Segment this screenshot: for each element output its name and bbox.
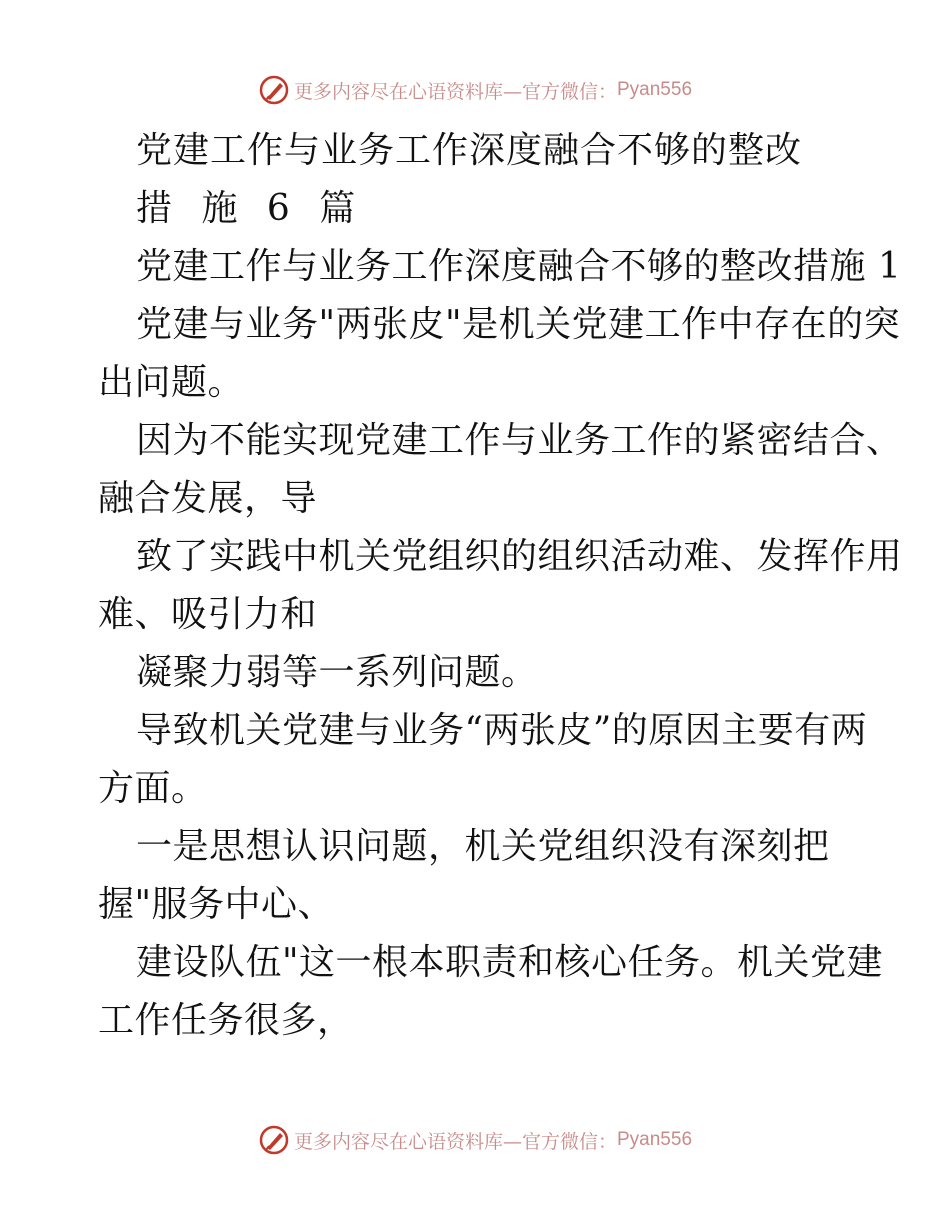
document-text-line: 因为不能实现党建工作与业务工作的紧密结合、: [136, 420, 903, 461]
document-paragraphs: [98, 238, 903, 1050]
document-text-line: 融合发展，导: [98, 478, 318, 519]
quill-logo-icon: [258, 74, 290, 106]
document-text-line: 一是思想认识问题，机关党组织没有深刻把: [136, 826, 830, 867]
document-text-line: 建设队伍"这一根本职责和核心任务。机关党建: [136, 942, 884, 983]
footer-watermark: [0, 1120, 950, 1160]
watermark-wechat-id: Pyan556: [617, 79, 693, 100]
document-text-line: 导致机关党建与业务“两张皮”的原因主要有两: [136, 710, 868, 751]
quill-logo-icon: [258, 1124, 290, 1156]
document-body: [98, 122, 903, 1050]
document-text-line: 方面。: [98, 768, 208, 809]
watermark-text: 更多内容尽在心语资料库—官方微信：: [293, 80, 617, 103]
document-title-line-1: 党建工作与业务工作深度融合不够的整改: [136, 130, 803, 171]
document-text-line: 党建与业务"两张皮"是机关党建工作中存在的突: [136, 304, 901, 345]
header-watermark: [0, 70, 950, 110]
document-text-line: 致了实践中机关党组织的组织活动难、发挥作用: [136, 536, 903, 577]
document-text-line: 工作任务很多，: [98, 1000, 354, 1041]
watermark-text: 更多内容尽在心语资料库—官方微信：: [293, 1130, 617, 1153]
document-text-line: 党建工作与业务工作深度融合不够的整改措施 1: [136, 246, 902, 287]
document-text-line: 握"服务中心、: [98, 884, 335, 925]
document-text-line: 凝聚力弱等一系列问题。: [136, 652, 538, 693]
document-title-line-2: 措 施 6 篇: [136, 188, 365, 229]
document-text-line: 出问题。: [98, 362, 245, 403]
watermark-wechat-id: Pyan556: [617, 1129, 693, 1150]
document-text-line: 难、吸引力和: [98, 594, 318, 635]
